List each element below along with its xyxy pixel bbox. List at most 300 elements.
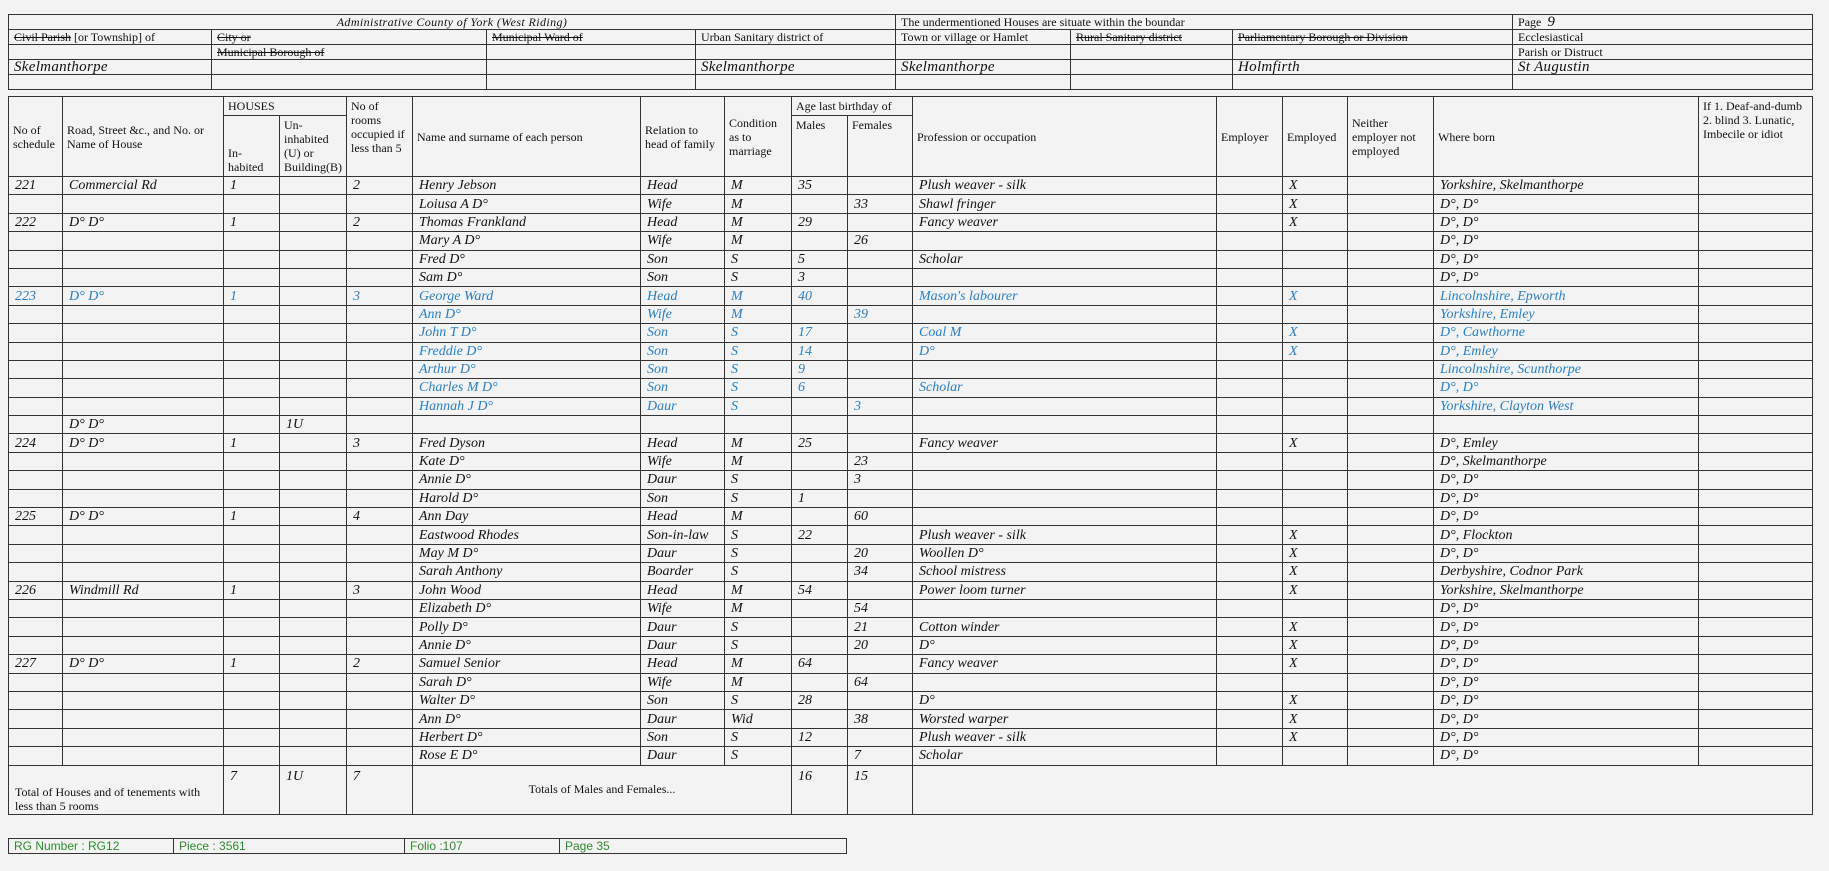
blank-cell bbox=[9, 75, 212, 90]
relation-cell: Daur bbox=[641, 636, 725, 654]
table-row bbox=[9, 599, 1813, 617]
neither-cell bbox=[1348, 489, 1434, 507]
uninhabited-cell bbox=[280, 360, 347, 378]
relation-cell: Daur bbox=[641, 710, 725, 728]
female-age-cell bbox=[848, 360, 913, 378]
occupation-cell: Scholar bbox=[913, 250, 1217, 268]
schedule-cell bbox=[9, 471, 63, 489]
name-cell: Rose E D° bbox=[413, 747, 641, 765]
blank-cell bbox=[1071, 75, 1233, 90]
relation-cell: Wife bbox=[641, 305, 725, 323]
col-inhabited: In- habited bbox=[224, 116, 280, 177]
relation-cell: Son bbox=[641, 691, 725, 709]
employed-cell: X bbox=[1283, 177, 1348, 195]
infirmity-cell bbox=[1699, 618, 1813, 636]
totals-mf-label: Totals of Males and Females... bbox=[413, 765, 792, 814]
blank-cell bbox=[1513, 75, 1813, 90]
male-age-cell bbox=[792, 710, 848, 728]
employed-cell bbox=[1283, 599, 1348, 617]
infirmity-cell bbox=[1699, 581, 1813, 599]
rooms-cell bbox=[347, 563, 413, 581]
infirmity-cell bbox=[1699, 434, 1813, 452]
folio-number: Folio :107 bbox=[405, 839, 560, 854]
employer-cell bbox=[1217, 673, 1283, 691]
female-age-cell bbox=[848, 268, 913, 286]
road-cell bbox=[63, 342, 224, 360]
neither-cell bbox=[1348, 324, 1434, 342]
name-cell: Charles M D° bbox=[413, 379, 641, 397]
road-cell bbox=[63, 471, 224, 489]
where-born-cell: D°, D° bbox=[1434, 728, 1699, 746]
relation-cell: Head bbox=[641, 213, 725, 231]
table-row bbox=[9, 195, 1813, 213]
infirmity-cell bbox=[1699, 250, 1813, 268]
employed-cell: X bbox=[1283, 287, 1348, 305]
schedule-cell bbox=[9, 452, 63, 470]
census-sheet bbox=[8, 14, 1812, 815]
infirmity-cell bbox=[1699, 471, 1813, 489]
neither-cell bbox=[1348, 213, 1434, 231]
male-age-cell: 3 bbox=[792, 268, 848, 286]
schedule-cell bbox=[9, 379, 63, 397]
female-age-cell: 3 bbox=[848, 397, 913, 415]
situate-text: The undermentioned Houses are situate within the boundar bbox=[896, 15, 1513, 30]
relation-cell: Son bbox=[641, 489, 725, 507]
female-age-cell: 3 bbox=[848, 471, 913, 489]
employer-cell bbox=[1217, 324, 1283, 342]
infirmity-cell bbox=[1699, 195, 1813, 213]
condition-cell: M bbox=[725, 452, 792, 470]
schedule-cell bbox=[9, 526, 63, 544]
inhabited-cell bbox=[224, 728, 280, 746]
relation-cell: Head bbox=[641, 177, 725, 195]
table-row bbox=[9, 691, 1813, 709]
schedule-cell bbox=[9, 232, 63, 250]
table-row bbox=[9, 287, 1813, 305]
census-table bbox=[8, 96, 1813, 815]
relation-cell bbox=[641, 416, 725, 434]
totals-blank bbox=[913, 765, 1813, 814]
occupation-cell: Fancy weaver bbox=[913, 213, 1217, 231]
col-profession: Profession or occupation bbox=[913, 97, 1217, 177]
neither-cell bbox=[1348, 268, 1434, 286]
condition-cell: M bbox=[725, 177, 792, 195]
road-cell bbox=[63, 747, 224, 765]
totals-row bbox=[9, 765, 1813, 814]
where-born-cell: D°, D° bbox=[1434, 508, 1699, 526]
male-age-cell: 64 bbox=[792, 655, 848, 673]
inhabited-cell bbox=[224, 250, 280, 268]
uninhabited-cell bbox=[280, 324, 347, 342]
schedule-cell: 225 bbox=[9, 508, 63, 526]
name-cell: Kate D° bbox=[413, 452, 641, 470]
employer-cell bbox=[1217, 177, 1283, 195]
neither-cell bbox=[1348, 655, 1434, 673]
civil-parish-label: [or Township] of bbox=[74, 30, 155, 44]
rooms-cell bbox=[347, 305, 413, 323]
female-age-cell: 23 bbox=[848, 452, 913, 470]
condition-cell: S bbox=[725, 342, 792, 360]
infirmity-cell bbox=[1699, 268, 1813, 286]
female-age-cell bbox=[848, 434, 913, 452]
road-cell bbox=[63, 544, 224, 562]
relation-cell: Head bbox=[641, 287, 725, 305]
employer-cell bbox=[1217, 397, 1283, 415]
uninhabited-cell bbox=[280, 268, 347, 286]
female-age-cell: 7 bbox=[848, 747, 913, 765]
blank-cell bbox=[487, 60, 696, 75]
employed-cell: X bbox=[1283, 636, 1348, 654]
employer-cell bbox=[1217, 599, 1283, 617]
municipal-ward-heading: Municipal Ward of bbox=[487, 30, 696, 45]
schedule-cell bbox=[9, 691, 63, 709]
name-cell: Fred D° bbox=[413, 250, 641, 268]
totals-females: 15 bbox=[848, 765, 913, 814]
where-born-cell: D°, D° bbox=[1434, 489, 1699, 507]
road-cell bbox=[63, 324, 224, 342]
relation-cell: Boarder bbox=[641, 563, 725, 581]
blank-cell bbox=[1233, 75, 1513, 90]
col-neither: Neither employer not employed bbox=[1348, 97, 1434, 177]
uninhabited-cell bbox=[280, 434, 347, 452]
occupation-cell: Fancy weaver bbox=[913, 655, 1217, 673]
female-age-cell: 33 bbox=[848, 195, 913, 213]
table-row bbox=[9, 655, 1813, 673]
inhabited-cell bbox=[224, 710, 280, 728]
table-row bbox=[9, 434, 1813, 452]
relation-cell: Head bbox=[641, 434, 725, 452]
inhabited-cell bbox=[224, 324, 280, 342]
schedule-cell bbox=[9, 544, 63, 562]
table-row bbox=[9, 508, 1813, 526]
employed-cell: X bbox=[1283, 213, 1348, 231]
occupation-cell bbox=[913, 452, 1217, 470]
condition-cell: S bbox=[725, 489, 792, 507]
employed-cell bbox=[1283, 452, 1348, 470]
male-age-cell bbox=[792, 563, 848, 581]
uninhabited-cell bbox=[280, 526, 347, 544]
rooms-cell bbox=[347, 232, 413, 250]
female-age-cell: 54 bbox=[848, 599, 913, 617]
uninhabited-cell bbox=[280, 710, 347, 728]
name-cell: Polly D° bbox=[413, 618, 641, 636]
employer-cell bbox=[1217, 544, 1283, 562]
inhabited-cell bbox=[224, 452, 280, 470]
name-cell: Herbert D° bbox=[413, 728, 641, 746]
rg-number: RG Number : RG12 bbox=[9, 839, 174, 854]
totals-males: 16 bbox=[792, 765, 848, 814]
infirmity-cell bbox=[1699, 636, 1813, 654]
where-born-cell: D°, D° bbox=[1434, 655, 1699, 673]
female-age-cell bbox=[848, 250, 913, 268]
relation-cell: Wife bbox=[641, 195, 725, 213]
town-village-heading: Town or village or Hamlet bbox=[896, 30, 1071, 45]
road-cell bbox=[63, 397, 224, 415]
rooms-cell bbox=[347, 526, 413, 544]
condition-cell: S bbox=[725, 471, 792, 489]
neither-cell bbox=[1348, 305, 1434, 323]
employer-cell bbox=[1217, 342, 1283, 360]
occupation-cell: Plush weaver - silk bbox=[913, 177, 1217, 195]
employer-cell bbox=[1217, 379, 1283, 397]
occupation-cell: Scholar bbox=[913, 747, 1217, 765]
col-if-deaf: If 1. Deaf-and-dumb 2. blind 3. Lunatic, Imbecile or idiot bbox=[1699, 97, 1813, 177]
table-row bbox=[9, 360, 1813, 378]
neither-cell bbox=[1348, 232, 1434, 250]
occupation-cell: Woollen D° bbox=[913, 544, 1217, 562]
inhabited-cell bbox=[224, 673, 280, 691]
relation-cell: Son bbox=[641, 342, 725, 360]
employer-cell bbox=[1217, 471, 1283, 489]
female-age-cell bbox=[848, 489, 913, 507]
employer-cell bbox=[1217, 195, 1283, 213]
road-cell bbox=[63, 673, 224, 691]
employer-cell bbox=[1217, 434, 1283, 452]
table-row bbox=[9, 581, 1813, 599]
neither-cell bbox=[1348, 471, 1434, 489]
female-age-cell: 60 bbox=[848, 508, 913, 526]
male-age-cell bbox=[792, 618, 848, 636]
neither-cell bbox=[1348, 673, 1434, 691]
schedule-cell bbox=[9, 489, 63, 507]
uninhabited-cell bbox=[280, 213, 347, 231]
uninhabited-cell bbox=[280, 544, 347, 562]
rooms-cell: 4 bbox=[347, 508, 413, 526]
road-cell bbox=[63, 195, 224, 213]
road-cell: D° D° bbox=[63, 508, 224, 526]
table-row bbox=[9, 213, 1813, 231]
female-age-cell: 34 bbox=[848, 563, 913, 581]
inhabited-cell: 1 bbox=[224, 508, 280, 526]
col-name: Name and surname of each person bbox=[413, 97, 641, 177]
employed-cell bbox=[1283, 747, 1348, 765]
employer-cell bbox=[1217, 655, 1283, 673]
occupation-cell: Mason's labourer bbox=[913, 287, 1217, 305]
where-born-cell: D°, D° bbox=[1434, 471, 1699, 489]
occupation-cell: Worsted warper bbox=[913, 710, 1217, 728]
condition-cell: M bbox=[725, 434, 792, 452]
employed-cell: X bbox=[1283, 728, 1348, 746]
female-age-cell bbox=[848, 379, 913, 397]
header-table bbox=[8, 14, 1813, 90]
employed-cell: X bbox=[1283, 195, 1348, 213]
uninhabited-cell bbox=[280, 655, 347, 673]
uninhabited-cell bbox=[280, 305, 347, 323]
infirmity-cell bbox=[1699, 691, 1813, 709]
occupation-cell bbox=[913, 471, 1217, 489]
page-cell bbox=[1513, 15, 1813, 30]
municipal-borough-heading: Municipal Borough of bbox=[212, 45, 487, 60]
rooms-cell bbox=[347, 636, 413, 654]
female-age-cell: 20 bbox=[848, 636, 913, 654]
neither-cell bbox=[1348, 563, 1434, 581]
town-village-value: Skelmanthorpe bbox=[896, 60, 1071, 75]
male-age-cell: 1 bbox=[792, 489, 848, 507]
road-cell: Commercial Rd bbox=[63, 177, 224, 195]
parliamentary-value: Holmfirth bbox=[1233, 60, 1513, 75]
employed-cell bbox=[1283, 508, 1348, 526]
totals-inhabited: 7 bbox=[224, 765, 280, 814]
road-cell bbox=[63, 563, 224, 581]
relation-cell: Son bbox=[641, 379, 725, 397]
road-cell bbox=[63, 526, 224, 544]
employed-cell: X bbox=[1283, 324, 1348, 342]
female-age-cell bbox=[848, 526, 913, 544]
where-born-cell: D°, D° bbox=[1434, 691, 1699, 709]
rural-sanitary-heading: Rural Sanitary district bbox=[1071, 30, 1233, 45]
page-label: Page bbox=[1518, 15, 1542, 29]
inhabited-cell bbox=[224, 232, 280, 250]
road-cell bbox=[63, 379, 224, 397]
blank-cell bbox=[212, 75, 487, 90]
condition-cell: M bbox=[725, 508, 792, 526]
rooms-cell: 2 bbox=[347, 177, 413, 195]
neither-cell bbox=[1348, 728, 1434, 746]
occupation-cell: Shawl fringer bbox=[913, 195, 1217, 213]
uninhabited-cell bbox=[280, 250, 347, 268]
inhabited-cell bbox=[224, 636, 280, 654]
schedule-cell bbox=[9, 599, 63, 617]
col-males: Males bbox=[792, 116, 848, 177]
employer-cell bbox=[1217, 416, 1283, 434]
col-uninhabited: Un- inhabited (U) or Building(B) bbox=[280, 116, 347, 177]
employer-cell bbox=[1217, 268, 1283, 286]
male-age-cell bbox=[792, 195, 848, 213]
infirmity-cell bbox=[1699, 526, 1813, 544]
uninhabited-cell: 1U bbox=[280, 416, 347, 434]
blank-cell bbox=[487, 45, 696, 60]
table-row bbox=[9, 416, 1813, 434]
female-age-cell bbox=[848, 342, 913, 360]
relation-cell: Wife bbox=[641, 599, 725, 617]
blank-cell bbox=[696, 75, 896, 90]
neither-cell bbox=[1348, 691, 1434, 709]
schedule-cell bbox=[9, 324, 63, 342]
road-cell: D° D° bbox=[63, 287, 224, 305]
male-age-cell: 25 bbox=[792, 434, 848, 452]
employed-cell bbox=[1283, 232, 1348, 250]
totals-uninhabited: 1U bbox=[280, 765, 347, 814]
employer-cell bbox=[1217, 489, 1283, 507]
road-cell bbox=[63, 618, 224, 636]
inhabited-cell bbox=[224, 342, 280, 360]
table-row bbox=[9, 250, 1813, 268]
name-cell: Annie D° bbox=[413, 471, 641, 489]
condition-cell: Wid bbox=[725, 710, 792, 728]
infirmity-cell bbox=[1699, 728, 1813, 746]
name-cell: Samuel Senior bbox=[413, 655, 641, 673]
occupation-cell bbox=[913, 508, 1217, 526]
schedule-cell bbox=[9, 268, 63, 286]
female-age-cell: 20 bbox=[848, 544, 913, 562]
relation-cell: Daur bbox=[641, 397, 725, 415]
schedule-cell bbox=[9, 710, 63, 728]
name-cell: Walter D° bbox=[413, 691, 641, 709]
condition-cell: S bbox=[725, 636, 792, 654]
condition-cell: S bbox=[725, 379, 792, 397]
eccl-parish-heading: Parish or Distruct bbox=[1513, 45, 1813, 60]
condition-cell: S bbox=[725, 563, 792, 581]
table-row bbox=[9, 397, 1813, 415]
female-age-cell bbox=[848, 728, 913, 746]
condition-cell: S bbox=[725, 544, 792, 562]
occupation-cell bbox=[913, 489, 1217, 507]
employed-cell: X bbox=[1283, 544, 1348, 562]
male-age-cell: 17 bbox=[792, 324, 848, 342]
rooms-cell: 2 bbox=[347, 655, 413, 673]
where-born-cell: D°, D° bbox=[1434, 195, 1699, 213]
totals-houses-label: Total of Houses and of tenements with less than 5 rooms bbox=[9, 765, 224, 814]
where-born-cell: D°, Emley bbox=[1434, 342, 1699, 360]
occupation-cell: D° bbox=[913, 636, 1217, 654]
schedule-cell bbox=[9, 618, 63, 636]
name-cell: Freddie D° bbox=[413, 342, 641, 360]
schedule-cell: 223 bbox=[9, 287, 63, 305]
relation-cell: Son bbox=[641, 324, 725, 342]
relation-cell: Daur bbox=[641, 747, 725, 765]
where-born-cell: Yorkshire, Clayton West bbox=[1434, 397, 1699, 415]
rooms-cell bbox=[347, 360, 413, 378]
schedule-cell bbox=[9, 728, 63, 746]
table-row bbox=[9, 268, 1813, 286]
occupation-cell: D° bbox=[913, 691, 1217, 709]
schedule-cell bbox=[9, 250, 63, 268]
female-age-cell bbox=[848, 287, 913, 305]
inhabited-cell: 1 bbox=[224, 581, 280, 599]
civil-parish-value: Skelmanthorpe bbox=[9, 60, 212, 75]
uninhabited-cell bbox=[280, 177, 347, 195]
census-body bbox=[9, 177, 1813, 766]
employed-cell: X bbox=[1283, 691, 1348, 709]
where-born-cell: D°, D° bbox=[1434, 636, 1699, 654]
road-cell bbox=[63, 250, 224, 268]
condition-cell: M bbox=[725, 232, 792, 250]
name-cell: Ann D° bbox=[413, 305, 641, 323]
infirmity-cell bbox=[1699, 673, 1813, 691]
female-age-cell bbox=[848, 691, 913, 709]
neither-cell bbox=[1348, 397, 1434, 415]
employed-cell bbox=[1283, 416, 1348, 434]
occupation-cell bbox=[913, 397, 1217, 415]
condition-cell: S bbox=[725, 618, 792, 636]
schedule-cell bbox=[9, 747, 63, 765]
female-age-cell: 26 bbox=[848, 232, 913, 250]
neither-cell bbox=[1348, 618, 1434, 636]
occupation-cell: Scholar bbox=[913, 379, 1217, 397]
road-cell: D° D° bbox=[63, 213, 224, 231]
uninhabited-cell bbox=[280, 508, 347, 526]
male-age-cell: 5 bbox=[792, 250, 848, 268]
infirmity-cell bbox=[1699, 232, 1813, 250]
neither-cell bbox=[1348, 287, 1434, 305]
employer-cell bbox=[1217, 581, 1283, 599]
where-born-cell: D°, D° bbox=[1434, 213, 1699, 231]
table-row bbox=[9, 673, 1813, 691]
inhabited-cell bbox=[224, 691, 280, 709]
city-heading: City or bbox=[212, 30, 487, 45]
where-born-cell: D°, D° bbox=[1434, 544, 1699, 562]
col-where-born: Where born bbox=[1434, 97, 1699, 177]
where-born-cell: D°, D° bbox=[1434, 268, 1699, 286]
where-born-cell bbox=[1434, 416, 1699, 434]
table-row bbox=[9, 526, 1813, 544]
employed-cell bbox=[1283, 397, 1348, 415]
inhabited-cell bbox=[224, 747, 280, 765]
urban-sanitary-heading: Urban Sanitary district of bbox=[696, 30, 896, 45]
rooms-cell bbox=[347, 268, 413, 286]
female-age-cell: 38 bbox=[848, 710, 913, 728]
name-cell: Henry Jebson bbox=[413, 177, 641, 195]
